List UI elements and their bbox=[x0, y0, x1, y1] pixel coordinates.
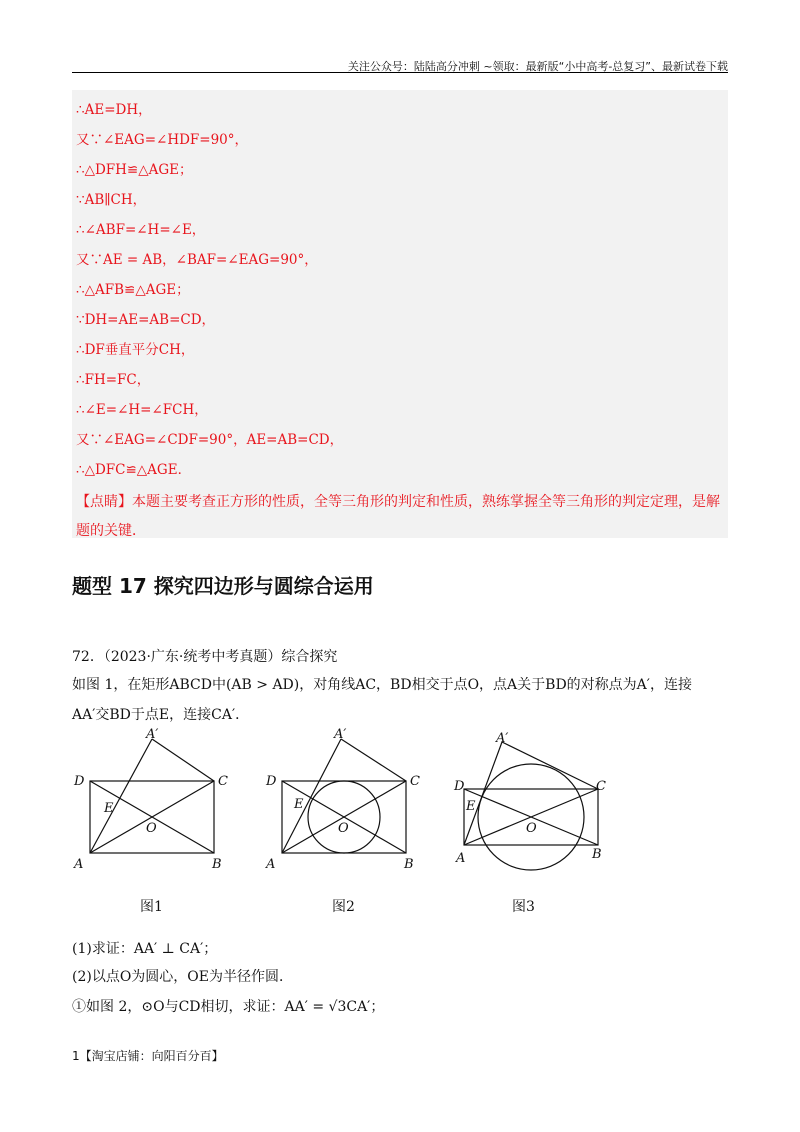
figure-caption: 图1 bbox=[140, 899, 163, 915]
solution-line: ∴∠E=∠H=∠FCH， bbox=[76, 402, 208, 418]
label-d: D bbox=[454, 779, 465, 794]
label-c: C bbox=[596, 779, 606, 794]
segment-ca-prime bbox=[341, 739, 406, 781]
solution-line: 又∵∠EAG=∠CDF=90°，AE=AB=CD， bbox=[76, 432, 344, 448]
label-b: B bbox=[212, 857, 222, 872]
label-a: A bbox=[266, 857, 276, 872]
label-b: B bbox=[404, 857, 414, 872]
segment-ca-prime bbox=[152, 739, 214, 781]
label-e: E bbox=[294, 797, 304, 812]
figure-3 bbox=[448, 728, 618, 878]
solution-line: 又∵AE = AB，∠BAF=∠EAG=90°， bbox=[76, 252, 318, 268]
figure-caption: 图3 bbox=[512, 899, 535, 915]
solution-line: ∴∠ABF=∠H=∠E， bbox=[76, 222, 206, 238]
question-text-line: AA′交BD于点E，连接CA′． bbox=[72, 707, 250, 723]
label-a-prime: A′ bbox=[146, 728, 159, 742]
label-a-prime: A′ bbox=[334, 728, 347, 742]
solution-line: ∴AE=DH， bbox=[76, 102, 152, 118]
solution-line: ∵AB∥CH， bbox=[76, 192, 147, 208]
label-b: B bbox=[592, 847, 602, 862]
solution-line: ∴△DFH≌△AGE； bbox=[76, 162, 193, 178]
solution-line: ∵DH=AE=AB=CD， bbox=[76, 312, 216, 328]
figure-caption: 图2 bbox=[332, 899, 355, 915]
label-c: C bbox=[218, 774, 228, 789]
solution-line: ∴DF垂直平分CH， bbox=[76, 342, 195, 358]
header-text: 关注公众号：陆陆高分冲刺 ~领取：最新版“小中高考-总复习”、最新试卷下载 bbox=[347, 60, 728, 73]
key-point-note: 【点睛】本题主要考查正方形的性质，全等三角形的判定和性质，熟练掌握全等三角形的判定定理，是解题的关键． bbox=[76, 494, 720, 539]
question-part-2: (2)以点O为圆心，OE为半径作圆． bbox=[72, 969, 294, 985]
label-a: A bbox=[456, 851, 466, 866]
figure-1 bbox=[70, 728, 240, 878]
label-o: O bbox=[146, 821, 157, 836]
question-part-2a: ①如图 2，⊙O与CD相切，求证：AA′ = √3CA′； bbox=[72, 999, 385, 1015]
label-o: O bbox=[526, 821, 537, 836]
section-title: 题型 17 探究四边形与圆综合运用 bbox=[72, 574, 374, 598]
question-source: 72．（2023·广东·统考中考真题）综合探究 bbox=[72, 649, 338, 665]
figure-2 bbox=[262, 728, 432, 878]
solution-line: ∴△DFC≌△AGE． bbox=[76, 462, 192, 478]
label-a-prime: A′ bbox=[496, 731, 509, 746]
question-part-1: (1)求证：AA′ ⊥ CA′； bbox=[72, 941, 218, 957]
label-a: A bbox=[74, 857, 84, 872]
label-o: O bbox=[338, 821, 349, 836]
solution-line: ∴△AFB≌△AGE； bbox=[76, 282, 190, 298]
solution-line: 又∵∠EAG=∠HDF=90°， bbox=[76, 132, 249, 148]
label-e: E bbox=[104, 801, 114, 816]
solution-line: ∴FH=FC， bbox=[76, 372, 151, 388]
label-e: E bbox=[466, 799, 476, 814]
segment-aa-prime bbox=[90, 739, 152, 853]
label-c: C bbox=[410, 774, 420, 789]
label-d: D bbox=[74, 774, 85, 789]
label-d: D bbox=[266, 774, 277, 789]
header-divider bbox=[72, 72, 728, 73]
footer-text: 1【淘宝店铺：向阳百分百】 bbox=[72, 1049, 224, 1063]
question-text-line: 如图 1，在矩形ABCD中(AB > AD)，对角线AC，BD相交于点O，点A关于BD的对称点为A′，连接 bbox=[72, 677, 692, 693]
